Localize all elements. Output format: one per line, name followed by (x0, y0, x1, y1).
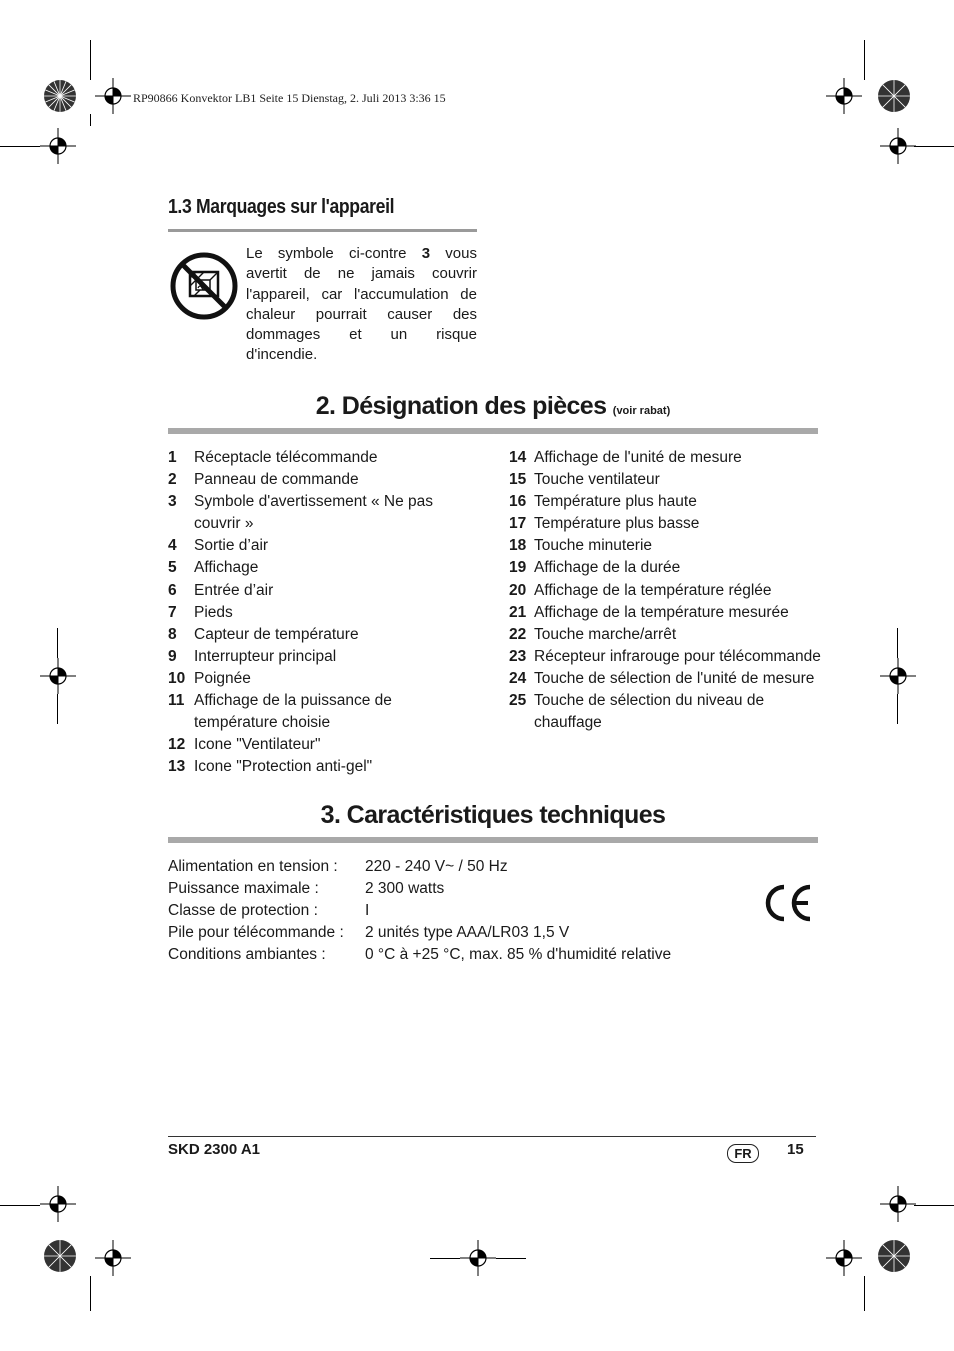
parts-list-right (509, 447, 821, 734)
part-label: Affichage de la puissance de température choisie (194, 692, 392, 732)
part-number: 15 (509, 471, 527, 489)
spec-label: Conditions ambiantes : (168, 946, 326, 964)
part-number: 23 (509, 647, 527, 665)
registration-mark-icon (42, 1238, 78, 1274)
crosshair-mark-icon (95, 1240, 131, 1276)
part-item (168, 469, 468, 491)
page-number: 15 (787, 1141, 804, 1158)
part-item (509, 668, 821, 690)
spec-label: Pile pour télécommande : (168, 924, 344, 942)
part-label: Touche minuterie (534, 537, 653, 555)
part-item (509, 557, 821, 579)
part-item (168, 668, 468, 690)
spec-value: 2 300 watts (365, 880, 445, 898)
part-label: Affichage de la température mesurée (534, 603, 789, 621)
part-item (509, 624, 821, 646)
part-number: 14 (509, 449, 527, 466)
print-header: RP90866 Konvektor LB1 Seite 15 Dienstag, 2. Juli 2013 3:36 15 (133, 91, 446, 105)
spec-value: 220 - 240 V~ / 50 Hz (365, 858, 508, 875)
parts-title: 2. Désignation des pièces (315, 392, 607, 420)
part-label: Affichage de l'unité de mesure (534, 449, 742, 466)
registration-mark-icon (876, 1238, 912, 1274)
part-label: Température plus basse (534, 515, 700, 533)
warning-text-start: Le symbole ci-contre (246, 245, 422, 262)
footer-model: SKD 2300 A1 (168, 1141, 260, 1158)
part-item (168, 557, 468, 579)
part-number: 18 (509, 537, 527, 555)
crosshair-mark-icon (40, 658, 76, 694)
part-number: 10 (168, 669, 186, 687)
part-item (509, 535, 821, 557)
crosshair-mark-icon (880, 1186, 916, 1222)
part-item (168, 734, 468, 756)
part-number: 12 (168, 736, 186, 754)
part-label: Touche marche/arrêt (534, 625, 677, 643)
spec-label: Classe de protection : (168, 902, 318, 920)
part-label: Icone "Ventilateur" (194, 736, 321, 754)
part-label: Touche ventilateur (534, 471, 660, 489)
part-label: Symbole d'avertissement « Ne pas couvrir » (194, 493, 434, 533)
part-label: Affichage de la durée (534, 559, 681, 577)
section-rule (168, 229, 477, 232)
part-label: Icone "Protection anti-gel" (194, 758, 373, 776)
part-label: Touche de sélection de l'unité de mesure (534, 669, 815, 687)
warning-paragraph (246, 244, 477, 366)
part-label: Récepteur infrarouge pour télécommande (534, 647, 821, 665)
part-item (509, 690, 821, 734)
part-number: 11 (168, 692, 185, 710)
part-item (509, 513, 821, 535)
part-item (168, 624, 468, 646)
part-number: 5 (168, 559, 177, 577)
ce-mark-icon (764, 884, 814, 922)
part-item (509, 447, 821, 469)
crosshair-mark-icon (40, 128, 76, 164)
part-item (168, 690, 468, 734)
warning-symbol-number: 3 (421, 245, 431, 262)
part-number: 17 (509, 515, 527, 533)
part-item (168, 756, 468, 778)
part-item (509, 491, 821, 513)
crosshair-mark-icon (460, 1240, 496, 1276)
part-item (168, 646, 468, 668)
part-number: 3 (168, 493, 177, 511)
language-badge: FR (727, 1144, 759, 1163)
part-number: 4 (168, 537, 177, 555)
part-item (168, 602, 468, 624)
part-label: Sortie d’air (194, 537, 269, 555)
part-number: 20 (509, 581, 527, 599)
part-number: 2 (168, 471, 177, 489)
section-title-specs: 3. Caractéristiques techniques (320, 801, 666, 829)
part-number: 13 (168, 758, 186, 776)
section-title-markings: 1.3 Marquages sur l'appareil (168, 196, 395, 218)
part-number: 24 (509, 669, 527, 687)
part-label: Pieds (194, 603, 233, 621)
part-label: Poignée (194, 669, 251, 687)
part-number: 1 (168, 449, 177, 466)
spec-value: I (365, 902, 370, 920)
part-item (168, 580, 468, 602)
section-rule (168, 428, 818, 434)
crosshair-mark-icon (826, 1240, 862, 1276)
part-number: 21 (509, 603, 527, 621)
part-number: 6 (168, 581, 177, 599)
crosshair-mark-icon (40, 1186, 76, 1222)
part-label: Affichage de la température réglée (534, 581, 772, 599)
part-number: 19 (509, 559, 527, 577)
no-cover-warning-icon (170, 252, 238, 320)
part-number: 16 (509, 493, 527, 511)
part-label: Affichage (194, 559, 259, 577)
warning-text-end: vous avertit de ne jamais couvrir l'appareil, car l'accumulation de chaleur pourrait causer des dommages et un risque d'incendie. (246, 245, 477, 364)
part-label: Interrupteur principal (194, 647, 337, 665)
part-item (509, 602, 821, 624)
part-number: 25 (509, 692, 527, 710)
crosshair-mark-icon (826, 78, 862, 114)
registration-mark-icon (42, 78, 78, 114)
part-label: Entrée d’air (194, 581, 274, 599)
part-item (509, 469, 821, 491)
part-number: 9 (168, 647, 177, 665)
parts-subtitle: (voir rabat) (612, 405, 671, 417)
part-label: Réceptacle télécommande (194, 449, 378, 466)
parts-list-left (168, 447, 468, 778)
part-label: Panneau de commande (194, 471, 359, 489)
part-label: Capteur de température (194, 625, 359, 643)
part-number: 7 (168, 603, 177, 621)
part-item (509, 580, 821, 602)
section-title-parts (168, 392, 818, 421)
part-item (168, 491, 468, 535)
crosshair-mark-icon (880, 128, 916, 164)
footer-rule (168, 1136, 816, 1137)
part-label: Température plus haute (534, 493, 697, 511)
part-item (168, 447, 468, 469)
crosshair-mark-icon (880, 658, 916, 694)
part-label: Touche de sélection du niveau de chauffage (534, 692, 765, 732)
spec-label: Alimentation en tension : (168, 858, 338, 875)
part-number: 22 (509, 625, 527, 643)
part-number: 8 (168, 625, 177, 643)
section-rule (168, 837, 818, 843)
spec-value: 0 °C à +25 °C, max. 85 % d'humidité relative (365, 946, 672, 964)
spec-value: 2 unités type AAA/LR03 1,5 V (365, 924, 570, 942)
part-item (168, 535, 468, 557)
part-item (509, 646, 821, 668)
spec-label: Puissance maximale : (168, 880, 319, 898)
registration-mark-icon (876, 78, 912, 114)
crosshair-mark-icon (95, 78, 131, 114)
